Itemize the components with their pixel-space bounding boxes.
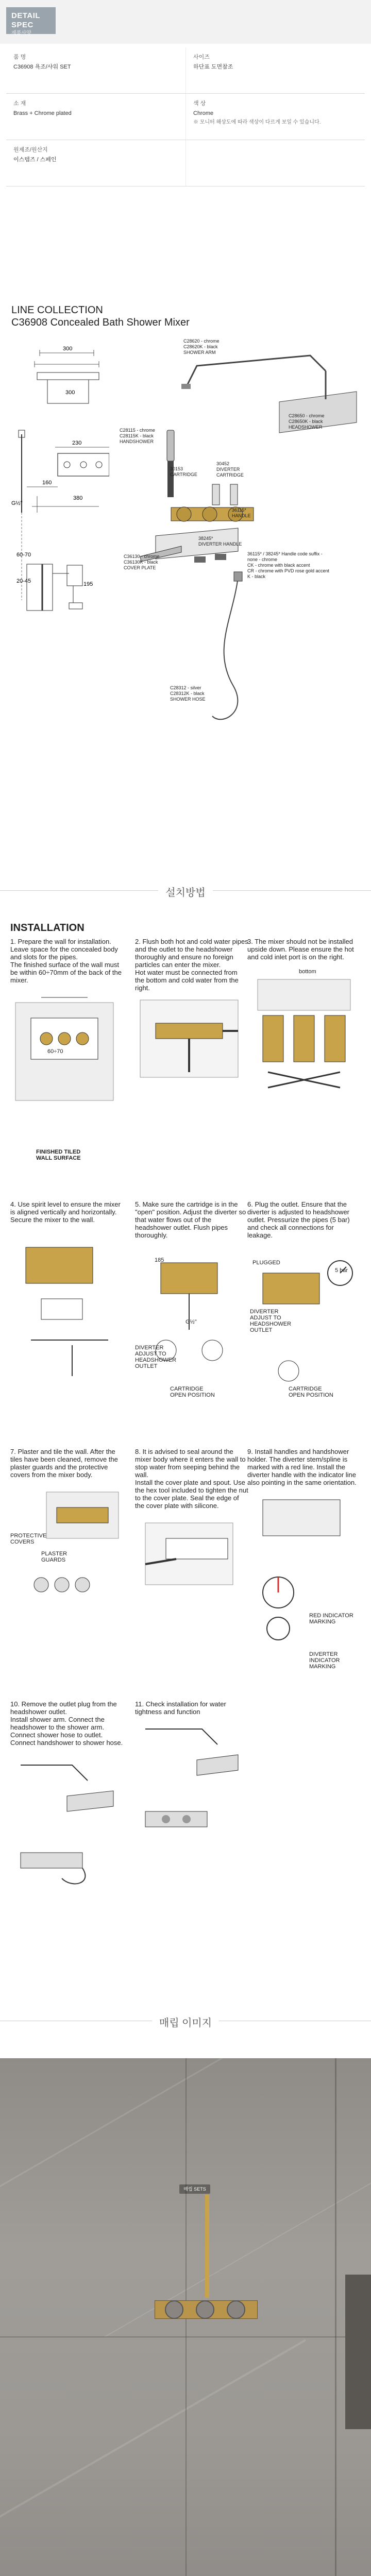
spec-label: 원제조/원산지 bbox=[13, 147, 48, 153]
spec-row bbox=[6, 94, 365, 140]
step-2-figure bbox=[135, 995, 243, 1082]
section-head-applied bbox=[0, 2014, 371, 2029]
applied-photo bbox=[0, 2058, 371, 2576]
shelf-unit bbox=[345, 2275, 371, 2429]
dim-160: 160 bbox=[42, 480, 52, 486]
step-text: 7. Plaster and tile the wall. After the tiles have been cleaned, remove the plaster guards and the protective covers from the mixer body. bbox=[10, 1448, 118, 1479]
spec-cell-color bbox=[185, 94, 365, 140]
section-head-install bbox=[0, 884, 371, 899]
handle bbox=[194, 556, 206, 563]
step-text: 1. Prepare the wall for installation. Leave space for the concealed body and slots for the pipes. The finished surface of the wall must be within 60÷70mm of the back of the mixer. bbox=[10, 938, 122, 984]
spec-value: C36908 욕조/샤워 SET bbox=[13, 64, 71, 70]
spec-cell-name bbox=[6, 47, 185, 93]
dim-195: 195 bbox=[83, 581, 93, 587]
dim-300: 300 bbox=[65, 389, 75, 396]
valve-right bbox=[227, 2300, 245, 2319]
note-finished-wall: FINISHED TILED WALL SURFACE bbox=[36, 1149, 81, 1161]
spec-label: 색 상 bbox=[193, 100, 206, 107]
step-11-figure bbox=[135, 1719, 243, 1853]
step-text: 8. It is advised to seal around the mixer body where it enters the wall to stop water from seeping behind the wall. Install the cover plate and spout. Use the hex tool included to tighten the nut to the cover plate. Seal the edge of the cover plate with silicone. bbox=[135, 1448, 248, 1510]
diverter-cartridge bbox=[230, 484, 238, 505]
install-step-11 bbox=[135, 1700, 248, 1853]
note-plugged: PLUGGED bbox=[252, 1260, 280, 1266]
dim-60-70: 60-70 bbox=[16, 552, 31, 558]
part-cartridge: 30153 CARTRIDGE bbox=[170, 466, 197, 477]
tile-seam bbox=[335, 2058, 336, 2576]
dimension-drawing bbox=[11, 343, 109, 734]
handshower bbox=[167, 430, 174, 461]
valve-mid bbox=[196, 2300, 214, 2319]
spec-label: 품 명 bbox=[13, 54, 26, 60]
note-g12: G½" bbox=[185, 1319, 197, 1325]
step-text: 5. Make sure the cartridge is in the "open" position. Adjust the diverter so that water flows out of the headshower outlet. Flush pipes thoroughly. bbox=[135, 1200, 246, 1239]
photo-tag: 매립 SETS bbox=[179, 2184, 210, 2194]
note-cartridge-open-b: CARTRIDGE OPEN POSITION bbox=[289, 1386, 333, 1398]
spec-cell-material bbox=[6, 94, 185, 140]
spec-row bbox=[6, 47, 365, 94]
install-step-4 bbox=[10, 1200, 124, 1381]
marble-vein bbox=[0, 2058, 230, 2189]
note-cartridge-open-a: CARTRIDGE OPEN POSITION bbox=[170, 1386, 215, 1398]
spec-table bbox=[6, 47, 365, 187]
part-diverter-handle: 38245* DIVERTER HANDLE bbox=[198, 536, 242, 547]
gold-pipe bbox=[205, 2195, 209, 2298]
part-shower-hose: C28312 - silver C28312K - black SHOWER HOSE bbox=[170, 685, 206, 702]
shower-arm bbox=[187, 355, 326, 386]
spec-value: 이스템즈 / 스페인 bbox=[13, 157, 57, 163]
part-handle-codes: 36115* / 38245* Handle code suffix - none - chrome CK - chrome with black accent CR - chrome with PVD rose gold accent K - black bbox=[247, 551, 330, 579]
line-title: LINE COLLECTION bbox=[11, 304, 103, 316]
spec-row bbox=[6, 140, 365, 187]
spec-value: Brass + Chrome plated bbox=[13, 110, 72, 116]
install-step-3 bbox=[247, 938, 361, 1093]
note-diverter-adjust-b: DIVERTER ADJUST TO HEADSHOWER OUTLET bbox=[250, 1309, 292, 1333]
dim-g12: G½" bbox=[11, 500, 23, 506]
step-4-figure bbox=[10, 1227, 124, 1381]
shower-hose bbox=[212, 577, 238, 719]
diverter-handle bbox=[215, 554, 226, 560]
dim-230: 230 bbox=[72, 440, 82, 446]
note-bottom: bottom bbox=[299, 969, 316, 975]
dim-380: 380 bbox=[73, 495, 83, 501]
part-headshower: C28650 - chrome C28650K - black HEADSHOWER bbox=[289, 413, 325, 430]
install-step-1 bbox=[10, 938, 124, 1111]
install-step-2 bbox=[135, 938, 248, 1082]
step-8-figure bbox=[135, 1513, 243, 1605]
spec-value: Chrome bbox=[193, 110, 214, 116]
installation-title: INSTALLATION bbox=[10, 922, 85, 934]
arm-flange bbox=[181, 384, 191, 389]
step-text: 6. Plug the outlet. Ensure that the diverter is adjusted to headshower outlet. Pressurize the pipes (5 bar) and check all connections for leakage. bbox=[247, 1200, 350, 1239]
part-cover-plate: C36130 - chrome C36130K - black COVER PLATE bbox=[124, 554, 160, 570]
spec-tab bbox=[6, 7, 56, 34]
step-text: 9. Install handles and handshower holder. The diverter stem/spline is marked with a red line. Install the diverter handle with the indicator line also pointing in the same orientation. bbox=[247, 1448, 357, 1486]
step-text: 3. The mixer should not be installed upside down. Please ensure the hot and cold inlet port is on the right. bbox=[247, 938, 354, 961]
step-text: 2. Flush both hot and cold water pipes and the outlet to the headshower thoroughly and ensure no foreign particles can enter the mixer. Hot water must be connected from the bottom and cold water from the right. bbox=[135, 938, 248, 992]
step-text: 10. Remove the outlet plug from the headshower outlet. Install shower arm. Connect the headshower to the shower arm. Connect shower hose to outlet. Connect handshower to shower hose. bbox=[10, 1700, 123, 1747]
section-title-applied: 매립 이미지 bbox=[152, 2018, 219, 2029]
note-185: 185 bbox=[155, 1257, 164, 1263]
spec-tab-title: DETAIL SPEC bbox=[11, 11, 40, 29]
step-1-figure bbox=[10, 987, 119, 1111]
install-step-10 bbox=[10, 1700, 124, 1894]
dim-20-45: 20-45 bbox=[16, 578, 31, 584]
install-step-6 bbox=[247, 1200, 361, 1397]
line-subtitle: C36908 Concealed Bath Shower Mixer bbox=[11, 317, 190, 328]
part-diverter-cartridge: 30452 DIVERTER CARTRIDGE bbox=[216, 461, 244, 478]
spec-cell-empty bbox=[185, 140, 365, 186]
note-60-70: 60÷70 bbox=[47, 1048, 63, 1055]
spec-value: 하단표 도면참조 bbox=[193, 64, 233, 70]
step-text: 11. Check installation for water tightness and function bbox=[135, 1700, 226, 1716]
note-5-bar: 5 bar bbox=[335, 1267, 348, 1274]
install-step-8 bbox=[135, 1448, 248, 1605]
note-protective-covers: PROTECTIVE COVERS bbox=[10, 1533, 47, 1545]
step-10-figure bbox=[10, 1750, 124, 1894]
part-handle: 36115* HANDLE bbox=[232, 507, 251, 518]
cartridge bbox=[212, 484, 220, 505]
spec-tab-subtitle: 제품사양 bbox=[11, 30, 31, 36]
note-diverter-adjust-a: DIVERTER ADJUST TO HEADSHOWER OUTLET bbox=[135, 1345, 177, 1369]
spec-label: 사이즈 bbox=[193, 54, 210, 60]
note-red-indicator: RED INDICATOR MARKING bbox=[309, 1613, 353, 1625]
exploded-view bbox=[109, 330, 367, 732]
marble-vein bbox=[0, 2339, 306, 2521]
spec-header bbox=[0, 0, 371, 44]
spec-note: ※ 모니터 해상도에 따라 색상이 다르게 보일 수 있습니다. bbox=[193, 120, 321, 125]
step-text: 4. Use spirit level to ensure the mixer is aligned vertically and horizontally. Secure the mixer to the wall. bbox=[10, 1200, 121, 1224]
spec-cell-origin bbox=[6, 140, 185, 186]
section-title-install: 설치방법 bbox=[158, 887, 212, 899]
spec-cell-size bbox=[185, 47, 365, 93]
part-shower-arm: C28620 - chrome C28620K - black SHOWER ARM bbox=[183, 338, 220, 355]
dim-300-top: 300 bbox=[63, 346, 73, 352]
part-handshower: C28115 - chrome C28115K - black HANDSHOWER bbox=[120, 428, 155, 444]
step-3-figure bbox=[247, 964, 361, 1093]
spec-label: 소 재 bbox=[13, 100, 26, 107]
note-plaster-guards: PLASTER GUARDS bbox=[41, 1551, 68, 1563]
valve-left bbox=[165, 2300, 183, 2319]
note-diverter-indicator: DIVERTER INDICATOR MARKING bbox=[309, 1651, 340, 1670]
